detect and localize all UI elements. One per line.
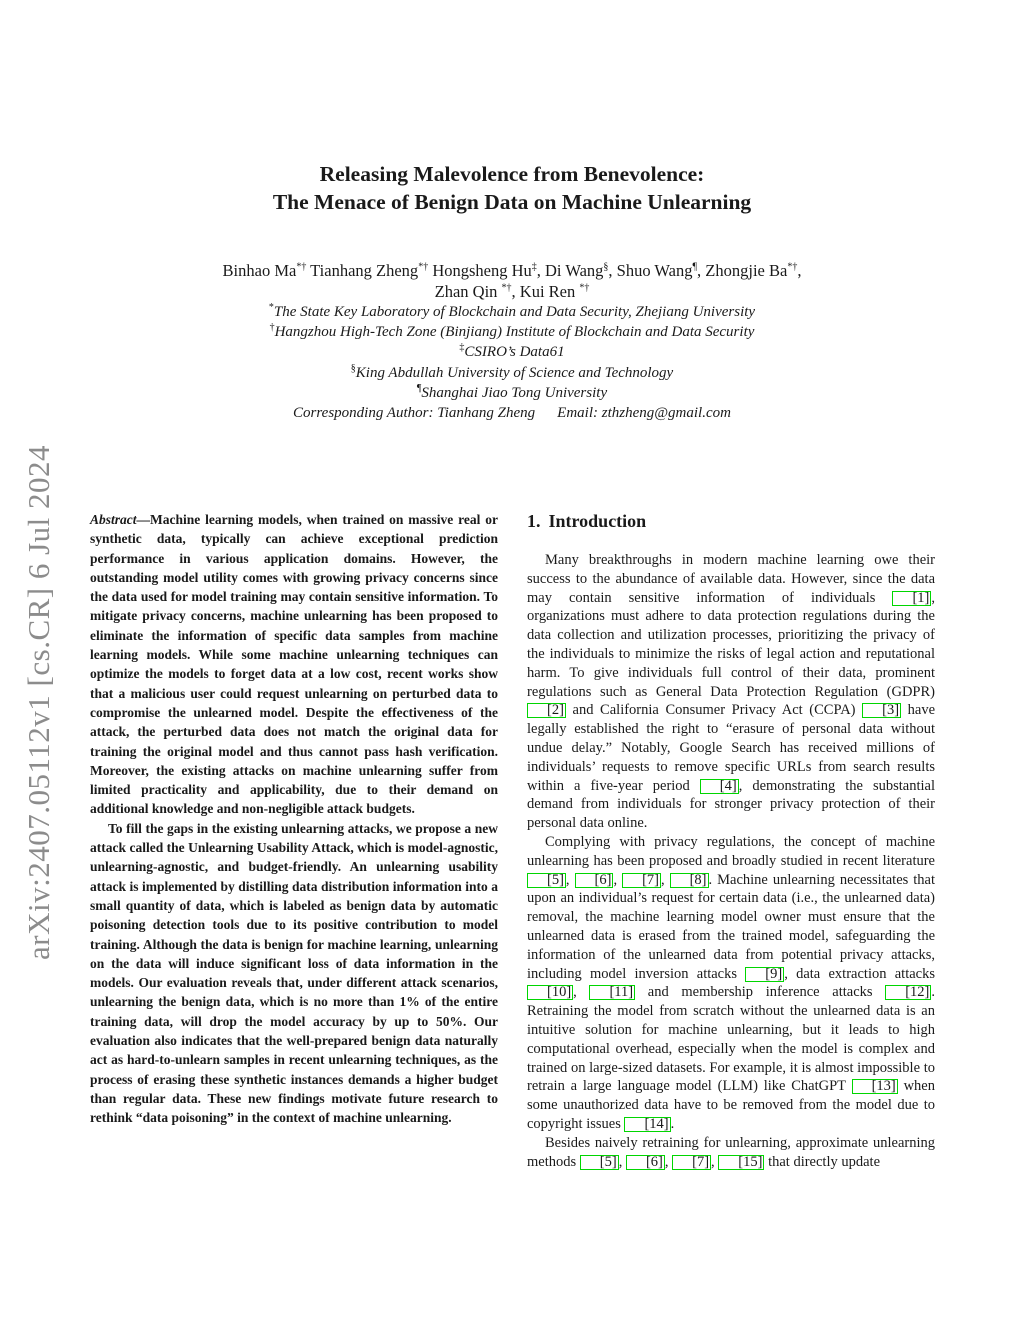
- author-name: Zhan Qin: [434, 282, 498, 301]
- affiliation: [150, 363, 874, 383]
- body-text: have legally established the right to “erasure of personal data without undue delay.” Notably, Google Search has received millions of individuals’ requests to remove specific URLs from search results within a five-year period: [527, 702, 936, 794]
- author-sup: ‡: [531, 261, 537, 273]
- affiliation: [150, 322, 874, 342]
- body-text: and membership inference attacks: [635, 984, 886, 1001]
- intro-paragraph-1: [527, 551, 935, 833]
- body-text: and California Consumer Privacy Act (CCPA): [565, 702, 863, 719]
- corresponding-line: [150, 403, 874, 423]
- abstract-percent: 50%: [435, 1013, 463, 1029]
- author-sup: *†: [296, 261, 307, 273]
- body-text: that directly update: [764, 1153, 881, 1170]
- abstract-text: of the entire training data, will drop the model accuracy by up to: [90, 994, 498, 1029]
- author-name: Hongsheng Hu: [432, 261, 532, 280]
- abstract-label: Abstract: [90, 512, 137, 527]
- intro-paragraph-2: Complying with privacy regulations, the concept of machine unlearning has been proposed and broadly studied in recent literature [5] , [6] , [7] , [8] . Machine unlearning necessitates that upon an individual’s request for certain data (i.e., the unlearned data) removal, the machine learning model owner must ensure that the unlearned data is erased from the trained model, safeguarding the information of the unlearned data from potential privacy attacks, including model inversion attacks [9] , data extraction attacks [10] , [11] and membership inference attacks [12] . Retraining the model from scratch without the unlearned data is an intuitive solution for machine unlearning, but it leads to high computational overhead, especially when the model is complex and trained on large-sized datasets. For example, it is almost impossible to retrain a large language model (LLM) like ChatGPT [13] when some unauthorized data have to be removed from the model due to copyright issues [14] .: [527, 833, 935, 1132]
- author-sup: ¶: [692, 261, 698, 273]
- body-text: , organizations must adhere to data protection regulations during the data collection and utilization processes, prioritizing the privacy of the individuals to minimize the risks of legal action and reputational harm. To give individuals full control of their data, prominent regulations such as General Data Protection Regulation (GDPR): [527, 589, 935, 700]
- citation-link[interactable]: [6]: [626, 1155, 665, 1170]
- affiliation-text: CSIRO’s Data61: [464, 344, 565, 361]
- body-text: , demonstrating the substantial demand from individuals for stronger privacy protection of their personal data online.: [527, 777, 935, 832]
- citation-link[interactable]: [1]: [892, 591, 931, 606]
- author-name: Zhongjie Ba: [705, 261, 788, 280]
- affiliation-text: Hangzhou High-Tech Zone (Binjiang) Institute of Blockchain and Data Security: [274, 324, 755, 341]
- corresponding-author: Corresponding Author: Tianhang Zheng: [293, 405, 536, 422]
- body-text: Complying with privacy regulations, the concept of machine unlearning has been proposed and broadly studied in recent literature: [527, 833, 935, 869]
- author-name: Shuo Wang: [616, 261, 693, 280]
- author-name: Di Wang: [545, 261, 604, 280]
- author-block: [150, 260, 874, 423]
- abstract-column: [90, 510, 498, 1128]
- citation-link[interactable]: [3]: [862, 703, 901, 718]
- body-text: Besides naively retraining for unlearning, approximate unlearning methods: [527, 1134, 935, 1170]
- citation-link[interactable]: [9]: [745, 967, 784, 982]
- author-sup: *†: [501, 282, 512, 294]
- affiliation-mark: †: [269, 322, 275, 334]
- citation-link[interactable]: [6]: [575, 873, 614, 888]
- citation-link[interactable]: [4]: [700, 779, 739, 794]
- author-sup: *†: [579, 282, 590, 294]
- citation-link[interactable]: [14]: [624, 1117, 670, 1132]
- citation-link[interactable]: [8]: [670, 873, 709, 888]
- citation-link[interactable]: [5]: [580, 1155, 619, 1170]
- body-text: . Retraining the model from scratch without the unlearned data is an intuitive solution for machine unlearning, but it leads to high computational overhead, especially when the model is complex and trained on large-sized datasets. For example, it is almost impossible to retrain a large language model (LLM) like ChatGPT: [527, 984, 935, 1095]
- author-line-1: Binhao Ma*† Tianhang Zheng*† Hongsheng Hu‡, Di Wang§, Shuo Wang¶, Zhongjie Ba*†,: [222, 261, 802, 280]
- citation-link[interactable]: [15]: [718, 1155, 764, 1170]
- abstract-percent: 1%: [399, 994, 420, 1010]
- body-text: Many breakthroughs in modern machine learning owe their success to the abundance of available data. However, since the data may contain sensitive information of individuals: [527, 552, 935, 606]
- affiliation: [150, 342, 874, 362]
- intro-paragraph-3: Besides naively retraining for unlearning, approximate unlearning methods [5] , [6] , [7] , [15] that directly update: [527, 1134, 935, 1170]
- affiliation-mark: *: [268, 302, 274, 313]
- author-line-2: Zhan Qin *†, Kui Ren *†: [434, 282, 590, 301]
- author-name: Binhao Ma: [222, 261, 297, 280]
- paper-title: [150, 160, 874, 216]
- affiliation-text: King Abdullah University of Science and Technology: [355, 364, 674, 381]
- citation-link[interactable]: [12]: [885, 985, 931, 1000]
- abstract-paragraph-1: [90, 510, 498, 819]
- corresponding-email: Email: zthzheng@gmail.com: [557, 405, 731, 422]
- citation-link[interactable]: [13]: [852, 1079, 898, 1094]
- section-number: 1.: [527, 511, 541, 531]
- section-title: Introduction: [548, 511, 647, 531]
- body-text: , data extraction attacks: [784, 965, 935, 982]
- author-name: Tianhang Zheng: [310, 261, 419, 280]
- introduction-column: [527, 510, 935, 1171]
- author-sup: *†: [418, 261, 429, 273]
- citation-link[interactable]: [7]: [672, 1155, 711, 1170]
- affiliation-mark: ¶: [416, 382, 422, 394]
- affiliation: [150, 302, 874, 322]
- body-text: when some unauthorized data have to be removed from the model due to copyright issues: [527, 1078, 935, 1132]
- body-text: . Machine unlearning necessitates that upon an individual’s request for certain data (i.e., the unlearned data) removal, the machine learning model owner must ensure that the unlearned data is erased from the trained model, safeguarding the information of the unlearned data from potential privacy attacks, including model inversion attacks: [527, 871, 935, 982]
- affiliation-mark: ‡: [459, 342, 465, 354]
- abstract-text: To fill the gaps in the existing unlearning attacks, we propose a new attack called the Unlearning Usability Attack, which is model-agnostic, unlearning-agnostic, and budget-friendly. An unlearning usability attack is implemented by distilling data distribution information into a small quantity of data, which is labeled as benign data by automatic poisoning detection tools due to its positive contribution to model training. Although the data is benign for machine learning, unlearning on the data will induce significant loss of data information in the models. Our evaluation reveals that, under different attack scenarios, unlearning the benign data, which is no more than: [90, 820, 498, 1010]
- citation-link[interactable]: [10]: [527, 985, 573, 1000]
- citation-link[interactable]: [2]: [527, 703, 566, 718]
- author-sup: *†: [787, 261, 798, 273]
- citation-link[interactable]: [11]: [589, 985, 635, 1000]
- affiliation-text: The State Key Laboratory of Blockchain and Data Security, Zhejiang University: [273, 304, 756, 320]
- arxiv-side-stamp: arXiv:2407.05112v1 [cs.CR] 6 Jul 2024: [21, 444, 56, 960]
- author-sup: §: [603, 261, 609, 273]
- affiliation-mark: §: [350, 362, 356, 374]
- abstract-paragraph-2: [90, 819, 498, 1128]
- affiliation: [150, 383, 874, 403]
- citation-link[interactable]: [7]: [622, 873, 661, 888]
- affiliation-text: Shanghai Jiao Tong University: [421, 384, 608, 401]
- citation-link[interactable]: [5]: [527, 873, 566, 888]
- author-name: Kui Ren: [519, 282, 576, 301]
- abstract-text: —Machine learning models, when trained on massive real or synthetic data, typically can achieve exceptional prediction performance in various application domains. However, the outstanding model utility comes with growing privacy concerns since the data used for model training may contain sensitive information. To mitigate privacy concerns, machine unlearning has been proposed to eliminate the information of specific data samples from machine learning models. While some machine unlearning techniques can optimize the models to forget data at a low cost, recent works show that a malicious user could request unlearning on perturbed data to compromise the unlearned model. Despite the effectiveness of the attack, the perturbed data does not match the original data for training the original model and thus cannot pass hash verification. Moreover, the existing attacks on machine unlearning suffer from limited practicality and applicability, due to their demand on additional knowledge and non-negligible attack budgets.: [90, 512, 498, 817]
- section-heading: [527, 510, 935, 532]
- title-line-2: The Menace of Benign Data on Machine Unlearning: [272, 190, 752, 214]
- body-text: .: [670, 1115, 675, 1132]
- title-line-1: Releasing Malevolence from Benevolence:: [319, 162, 705, 186]
- abstract-text: . Our evaluation also indicates that the well-prepared benign data naturally act as hard-to-unlearn samples in recent unlearning techniques, as the process of erasing these synthetic instances demands a higher budget than regular data. These new findings motivate future research to rethink “data poisoning” in the context of machine unlearning.: [90, 1013, 498, 1126]
